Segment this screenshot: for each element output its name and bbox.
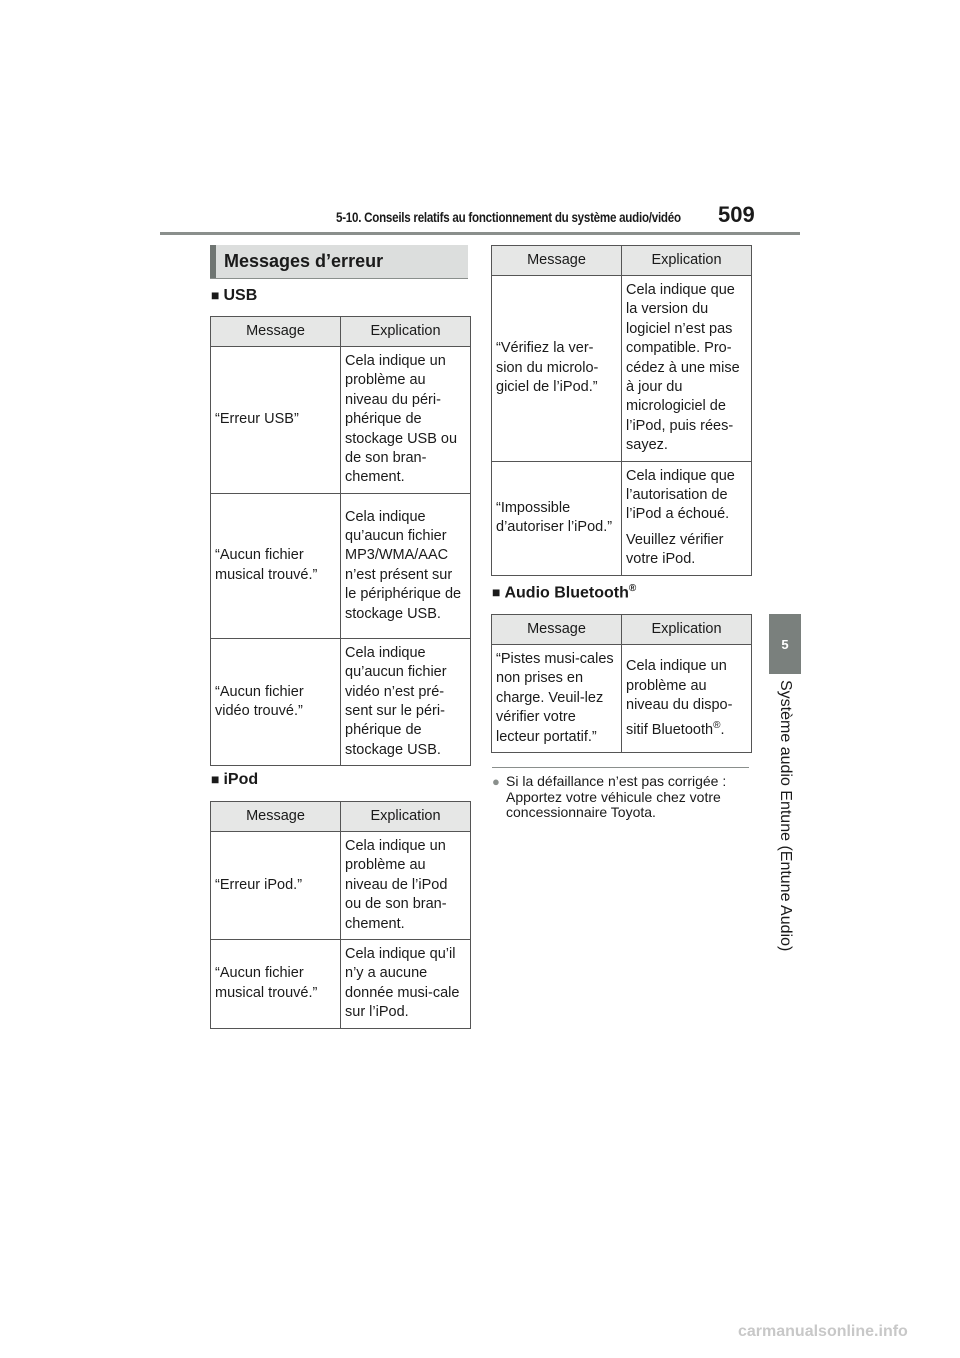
explication-text: Cela indique que l’autorisation de l’iPod a échoué. xyxy=(626,467,735,523)
section-rule xyxy=(210,278,468,279)
col-explication-header: Explication xyxy=(622,615,752,645)
square-bullet-icon: ■ xyxy=(211,771,220,787)
message-cell: “Impossible d’autoriser l’iPod.” xyxy=(492,461,622,575)
ipod-heading xyxy=(211,771,258,789)
bluetooth-table xyxy=(491,614,752,753)
usb-table xyxy=(210,316,471,766)
col-message-header: Message xyxy=(211,802,341,832)
chapter-tab xyxy=(769,614,801,674)
col-explication-header: Explication xyxy=(341,317,471,347)
running-header: 5-10. Conseils relatifs au fonctionnement du système audio/vidéo xyxy=(336,210,681,225)
table-row xyxy=(492,276,752,462)
table-row xyxy=(211,832,471,940)
message-cell: “Erreur USB” xyxy=(211,347,341,494)
chapter-label: Système audio Entune (Entune Audio) xyxy=(777,680,794,952)
message-cell: “Vérifiez la ver-sion du microlo-giciel de l’iPod.” xyxy=(492,276,622,462)
page-number: 509 xyxy=(718,202,755,227)
message-cell: “Aucun fichier musical trouvé.” xyxy=(211,940,341,1029)
section-title: Messages d’erreur xyxy=(210,245,468,278)
usb-heading-label: USB xyxy=(223,287,258,304)
ipod-heading-label: iPod xyxy=(223,771,259,788)
explication-cell: Cela indique qu’aucun fichier vidéo n’est pré-sent sur le péri-phérique de stockage USB. xyxy=(341,638,471,765)
explication-cell xyxy=(622,461,752,575)
note-rule xyxy=(492,767,749,768)
note-text: Si la défaillance n’est pas corrigée : Apportez votre véhicule chez votre concessionnaire Toyota. xyxy=(506,773,727,820)
explication-cell: Cela indique que la version du logiciel n’est pas compatible. Pro-cédez à une mise à jour du micrologiciel de l’iPod, puis rées-sayez. xyxy=(622,276,752,462)
message-cell: “Erreur iPod.” xyxy=(211,832,341,940)
ipod-table xyxy=(210,801,471,1029)
explication-cell: Cela indique qu’il n’y a aucune donnée musi-cale sur l’iPod. xyxy=(341,940,471,1029)
registered-mark: ® xyxy=(713,719,721,731)
message-cell: “Aucun fichier musical trouvé.” xyxy=(211,493,341,638)
col-message-header: Message xyxy=(492,246,622,276)
bluetooth-heading-label: Audio Bluetooth xyxy=(504,584,629,602)
square-bullet-icon: ■ xyxy=(211,287,220,303)
explication-cell: Cela indique un problème au niveau du péri-phérique de stockage USB ou de son bran-chement. xyxy=(341,347,471,494)
col-message-header: Message xyxy=(211,317,341,347)
explication-cell: Cela indique qu’aucun fichier MP3/WMA/AAC n’est présent sur le périphérique de stockage USB. xyxy=(341,493,471,638)
table-row xyxy=(211,347,471,494)
explication-text: Veuillez vérifier votre iPod. xyxy=(626,531,724,568)
note xyxy=(492,774,752,821)
explication-text: Cela indique un problème au niveau du dispo-sitif Bluetooth xyxy=(626,658,733,738)
registered-mark: ® xyxy=(628,583,637,594)
table-row xyxy=(211,940,471,1029)
header-rule xyxy=(160,232,800,235)
watermark: carmanualsonline.info xyxy=(738,1323,908,1340)
col-explication-header: Explication xyxy=(622,246,752,276)
message-cell: “Pistes musi-cales non prises en charge. Veuil-lez vérifier votre lecteur portatif.” xyxy=(492,645,622,753)
table-row xyxy=(492,645,752,753)
ipod-table-continued xyxy=(491,245,752,576)
chapter-number: 5 xyxy=(781,636,789,652)
explication-end: . xyxy=(720,721,725,738)
table-row xyxy=(211,638,471,765)
usb-heading xyxy=(211,287,257,305)
table-row xyxy=(492,461,752,575)
col-message-header: Message xyxy=(492,615,622,645)
circle-bullet-icon: ● xyxy=(492,774,500,789)
message-cell: “Aucun fichier vidéo trouvé.” xyxy=(211,638,341,765)
explication-cell xyxy=(622,645,752,753)
square-bullet-icon: ■ xyxy=(492,584,501,601)
col-explication-header: Explication xyxy=(341,802,471,832)
table-row xyxy=(211,493,471,638)
explication-cell: Cela indique un problème au niveau de l’iPod ou de son bran-chement. xyxy=(341,832,471,940)
bluetooth-heading xyxy=(492,583,636,602)
